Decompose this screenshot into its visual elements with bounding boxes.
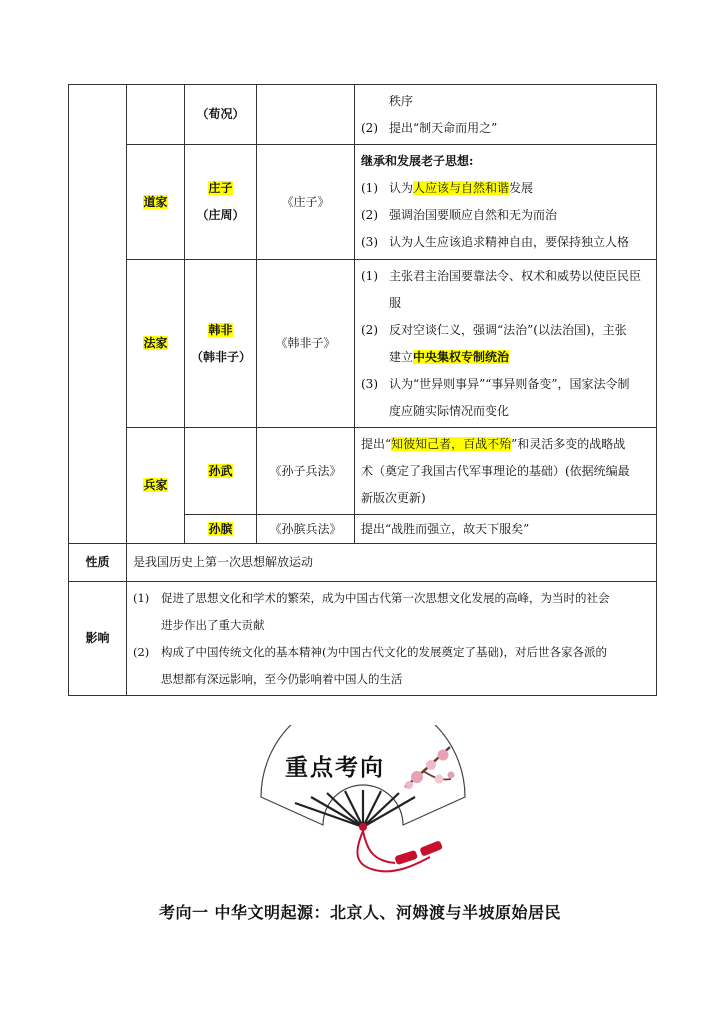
row-content (127, 582, 657, 696)
school-cell: 兵家 (127, 428, 185, 544)
idea-line: 提出“知彼知己者，百战不殆”和灵活多变的战略战 (361, 436, 626, 451)
influence-line-cont: 进步作出了重大贡献 (161, 617, 265, 632)
person-cell: 庄子 （庄周） (185, 145, 257, 260)
work-cell-empty (257, 85, 355, 145)
school-cell-empty (127, 85, 185, 145)
idea-line: (2) 反对空谈仁义，强调“法治”(以法治国)，主张 (361, 322, 627, 337)
influence-line: (2) 构成了中国传统文化的基本精神(为中国古代文化的发展奠定了基础)，对后世各家各派的 (133, 644, 607, 659)
table-row (69, 582, 657, 696)
fan-banner (255, 725, 470, 885)
idea-line: 术（奠定了我国古代军事理论的基础）(依据统编最 (361, 463, 630, 478)
idea-cell: 提出“战胜而强立，故天下服矣” (355, 515, 657, 544)
idea-line-cont: 服 (389, 295, 402, 310)
work-cell: 《孙子兵法》 (257, 428, 355, 515)
idea-line-cont: 建立中央集权专制统治 (389, 349, 510, 364)
row-label: 影响 (69, 582, 127, 696)
school-cell: 法家 (127, 260, 185, 428)
row-content: 是我国历史上第一次思想解放运动 (127, 544, 657, 582)
school-cell: 道家 (127, 145, 185, 260)
table-row (69, 260, 657, 428)
idea-intro: 继承和发展老子思想: (361, 154, 474, 168)
idea-cell (355, 145, 657, 260)
work-cell: 《庄子》 (257, 145, 355, 260)
person-cell: 孙武 (185, 428, 257, 515)
table-row (69, 544, 657, 582)
section-heading: 考向一 中华文明起源：北京人、河姆渡与半坡原始居民 (158, 903, 562, 922)
thought-schools-table (68, 84, 657, 696)
tassel-icon (357, 831, 443, 871)
person-cell: （荀况） (185, 85, 257, 145)
idea-line: (2) 提出“制天命而用之” (361, 120, 498, 135)
work-cell: 《韩非子》 (257, 260, 355, 428)
idea-line: (3) 认为人生应该追求精神自由，要保持独立人格 (361, 235, 630, 249)
influence-line-cont: 思想都有深远影响，至今仍影响着中国人的生活 (161, 671, 403, 686)
person-cell: 韩非 （韩非子） (185, 260, 257, 428)
fan-title: 重点考向 (285, 754, 385, 781)
idea-line: (1) 认为人应该与自然和谐发展 (361, 181, 534, 195)
influence-line: (1) 促进了思想文化和学术的繁荣，成为中国古代第一次思想文化发展的高峰，为当时的社会 (133, 590, 610, 605)
idea-line: (3) 认为“世异则事异”“事异则备变”，国家法令制 (361, 376, 630, 391)
table-row (69, 428, 657, 515)
work-cell: 《孙膑兵法》 (257, 515, 355, 544)
row-label: 性质 (69, 544, 127, 582)
fan-pivot (359, 823, 367, 831)
idea-line: (1) 主张君主治国要靠法令、权术和威势以使臣民臣 (361, 268, 642, 283)
idea-line: (2) 强调治国要顺应自然和无为而治 (361, 208, 558, 222)
idea-line: 秩序 (389, 93, 414, 108)
idea-cell (355, 428, 657, 515)
idea-cell (355, 85, 657, 145)
idea-line: 新版次更新) (361, 490, 426, 505)
table-row (69, 145, 657, 260)
person-cell: 孙膑 (185, 515, 257, 544)
idea-cell (355, 260, 657, 428)
table-row (69, 85, 657, 145)
idea-line-cont: 度应随实际情况而变化 (389, 403, 510, 418)
category-cell-empty (69, 85, 127, 544)
